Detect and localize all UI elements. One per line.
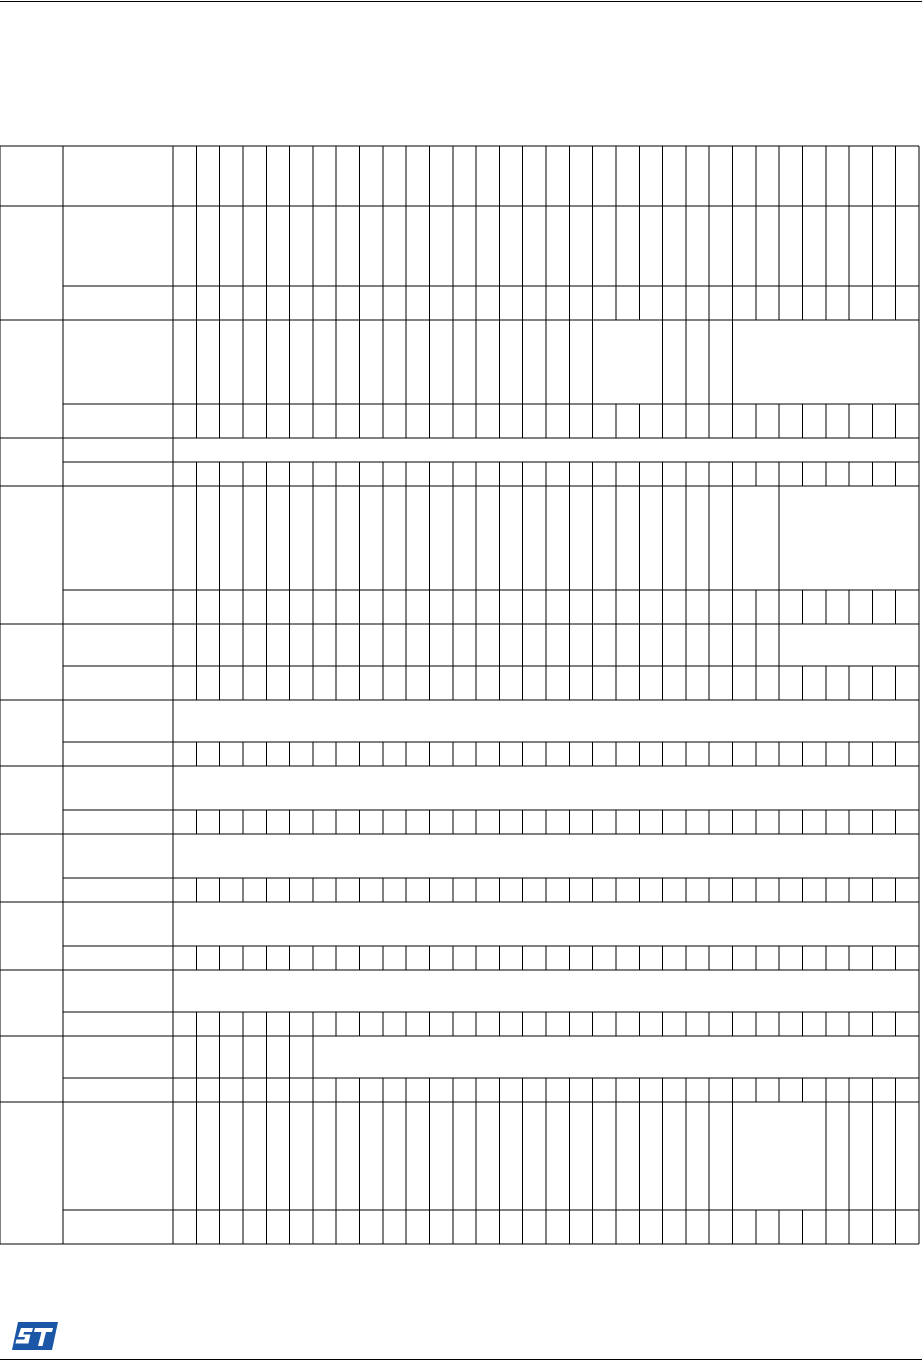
footer-rule — [0, 1359, 922, 1360]
st-logo-icon — [12, 1318, 60, 1354]
